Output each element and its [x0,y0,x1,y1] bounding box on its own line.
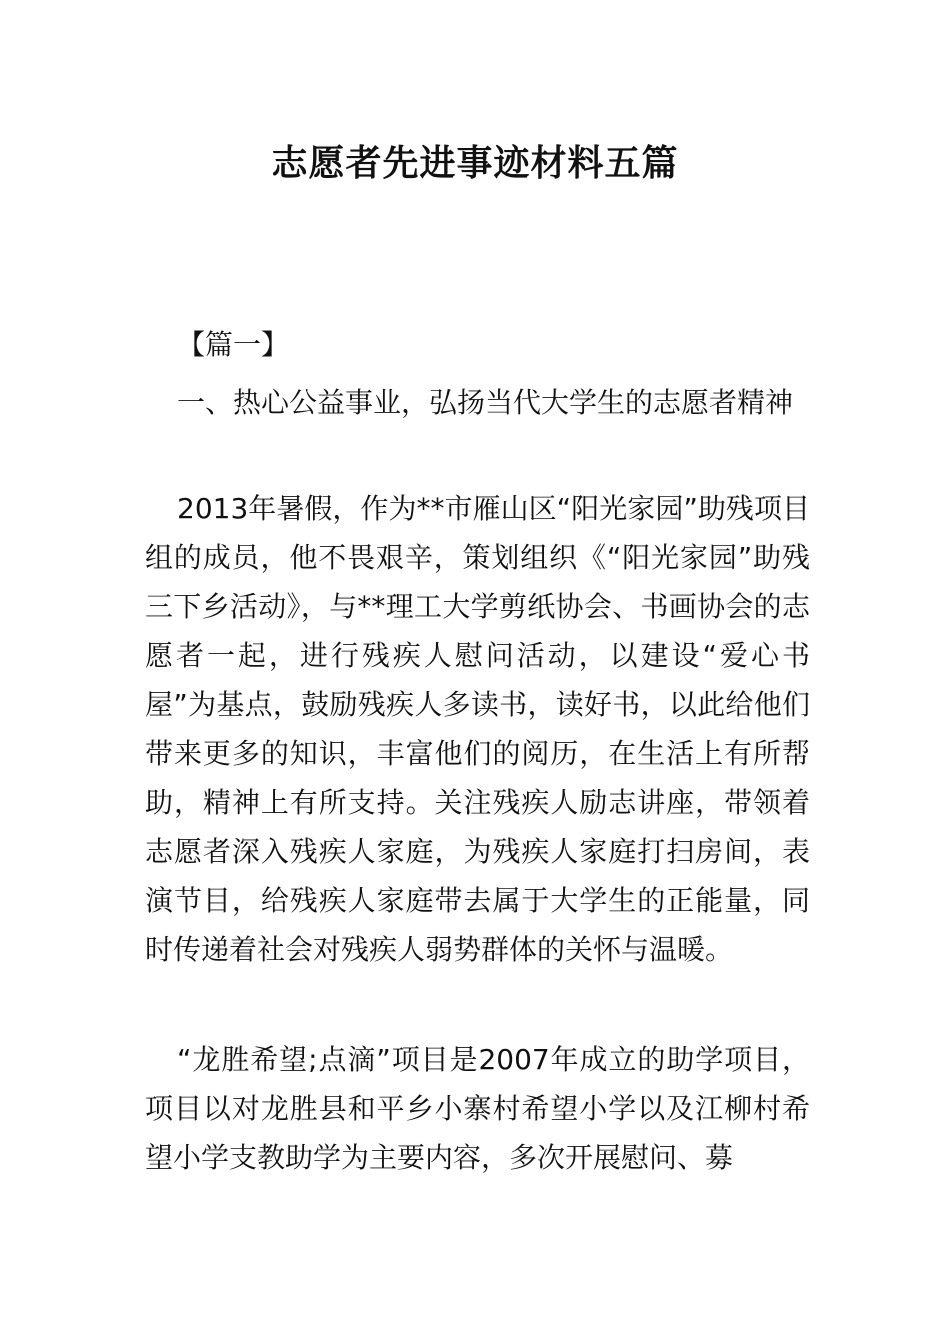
document-title: 志愿者先进事迹材料五篇 [271,143,679,184]
paragraph: 2013年暑假，作为**市雁山区“阳光家园”助残项目组的成员，他不畏艰辛，策划组织《“阳光家园”助残三下乡活动》，与**理工大学剪纸协会、书画协会的志愿者一起，进行残疾人慰问活动，以建设“爱心书屋”为基点，鼓励残疾人多读书，读好书，以此给他们带来更多的知识，丰富他们的阅历，在生活上有所帮助，精神上有所支持。关注残疾人励志讲座，带领着志愿者深入残疾人家庭，为残疾人家庭打扫房间，表演节目，给残疾人家庭带去属于大学生的正能量，同时传递着社会对残疾人弱势群体的关怀与温暖。 [145,492,810,966]
section-heading: 一、热心公益事业，弘扬当代大学生的志愿者精神 [177,386,794,419]
section-label: 【篇一】 [177,328,290,361]
paragraph: “龙胜希望;点滴”项目是2007年成立的助学项目，项目以对龙胜县和平乡小寨村希望小学以及江柳村希望小学支教助学为主要内容，多次开展慰问、募 [145,1043,810,1174]
